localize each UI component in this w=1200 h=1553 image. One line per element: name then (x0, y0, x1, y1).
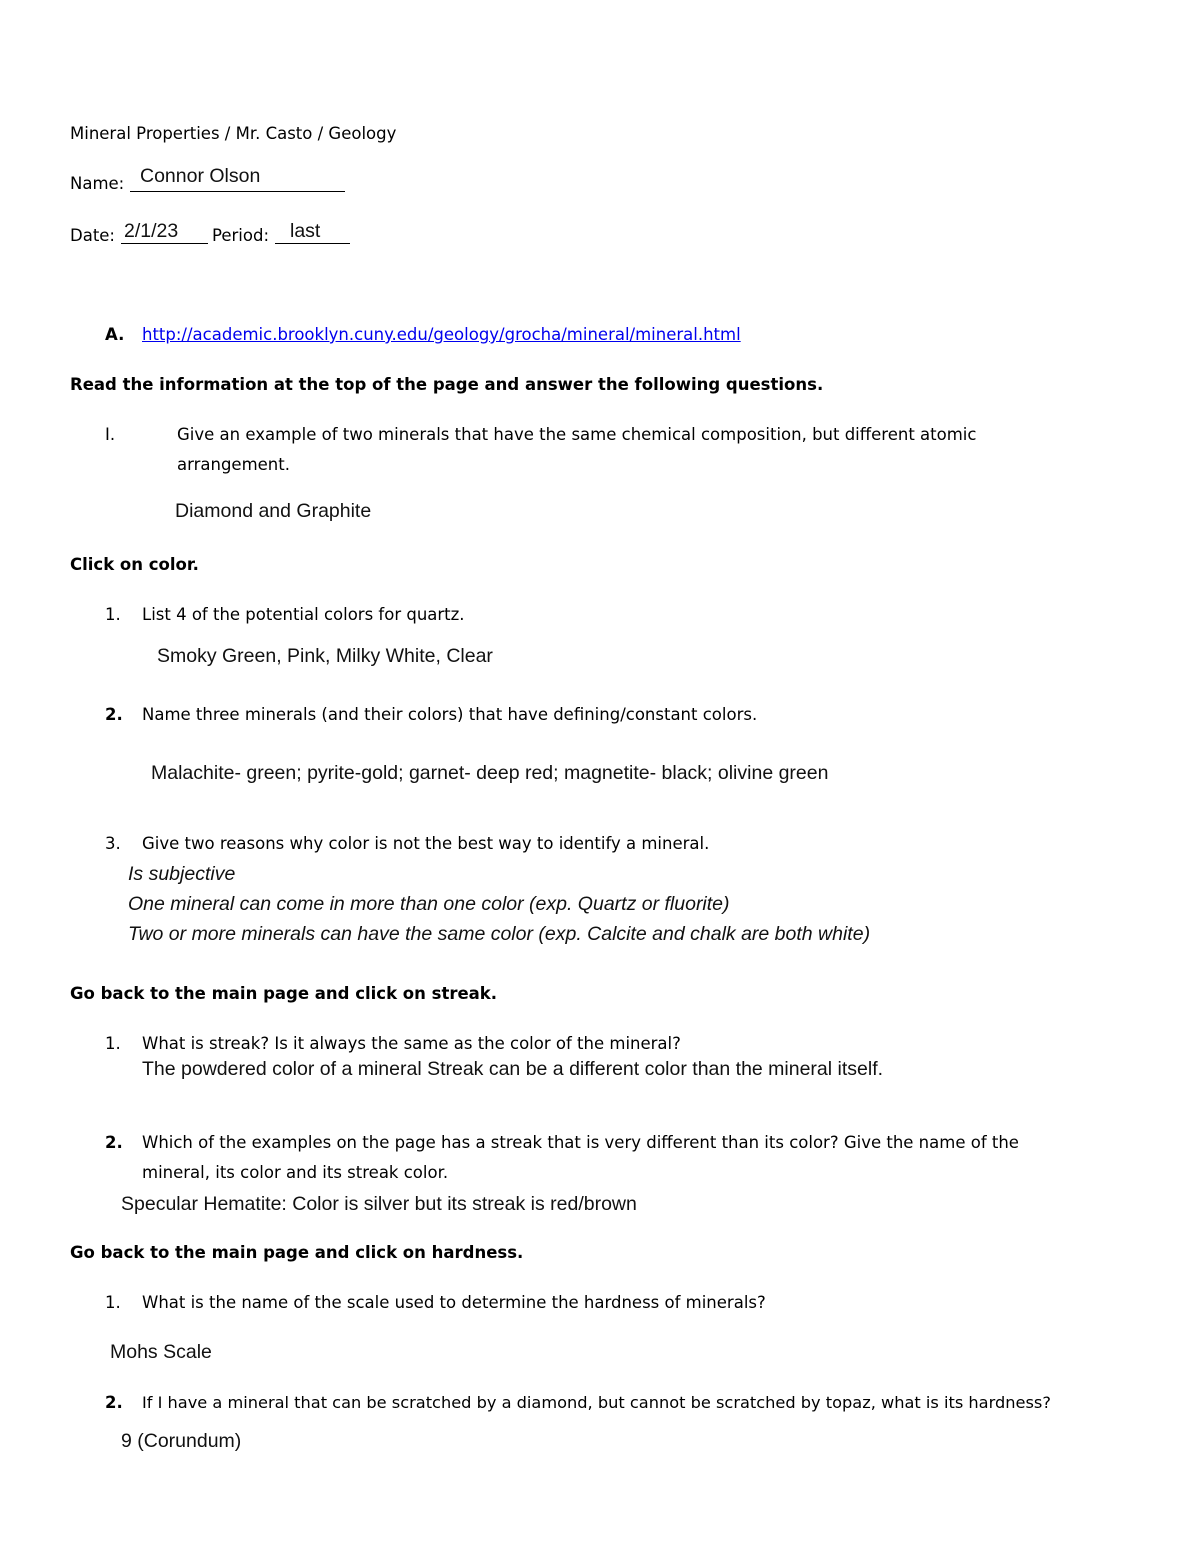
answer-text: Smoky Green, Pink, Milky White, Clear (157, 645, 493, 667)
answer-text: Mohs Scale (110, 1341, 212, 1363)
question-marker: 2. (105, 1133, 123, 1152)
question-text: List 4 of the potential colors for quartz. (142, 605, 465, 624)
question-text: mineral, its color and its streak color. (142, 1163, 449, 1182)
question-marker: 1. (105, 605, 121, 624)
question-text: Name three minerals (and their colors) that have defining/constant colors. (142, 705, 758, 724)
question-text: What is the name of the scale used to determine the hardness of minerals? (142, 1293, 766, 1312)
question-marker: 2. (105, 705, 123, 724)
section-heading: Go back to the main page and click on streak. (70, 984, 498, 1003)
section-heading: Go back to the main page and click on hardness. (70, 1243, 524, 1262)
answer-text: One mineral can come in more than one color (exp. Quartz or fluorite) (128, 893, 730, 915)
intro-instruction: Read the information at the top of the page and answer the following questions. (70, 375, 824, 394)
question-text: If I have a mineral that can be scratched by a diamond, but cannot be scratched by topaz, what is its hardness? (142, 1393, 1051, 1412)
section-a-marker: A. (105, 325, 125, 344)
answer-text: Diamond and Graphite (175, 500, 372, 522)
answer-text: Is subjective (128, 863, 236, 885)
date-blank (121, 243, 208, 244)
question-marker: 1. (105, 1293, 121, 1312)
date-label: Date: (70, 226, 115, 245)
question-marker: 2. (105, 1393, 123, 1412)
reference-link[interactable]: http://academic.brooklyn.cuny.edu/geology/grocha/mineral/mineral.html (142, 325, 741, 344)
answer-text: The powdered color of a mineral Streak can be a different color than the mineral itself. (142, 1058, 884, 1080)
worksheet-title: Mineral Properties / Mr. Casto / Geology (70, 124, 397, 143)
period-blank (275, 243, 350, 244)
date-answer: 2/1/23 (124, 220, 179, 242)
question-marker: 1. (105, 1034, 121, 1053)
question-text: Give two reasons why color is not the best way to identify a mineral. (142, 834, 710, 853)
question-marker: I. (105, 425, 116, 444)
answer-text: Two or more minerals can have the same color (exp. Calcite and chalk are both white) (128, 923, 871, 945)
question-text: Which of the examples on the page has a streak that is very different than its color? Give the name of the (142, 1133, 1019, 1152)
answer-text: Malachite- green; pyrite-gold; garnet- deep red; magnetite- black; olivine green (151, 762, 829, 784)
answer-text: Specular Hematite: Color is silver but its streak is red/brown (121, 1193, 637, 1215)
section-heading: Click on color. (70, 555, 199, 574)
question-marker: 3. (105, 834, 121, 853)
name-label: Name: (70, 174, 125, 193)
period-label: Period: (212, 226, 270, 245)
period-answer: last (290, 220, 321, 242)
name-answer: Connor Olson (140, 165, 261, 187)
question-text: What is streak? Is it always the same as the color of the mineral? (142, 1034, 681, 1053)
answer-text: 9 (Corundum) (121, 1430, 242, 1452)
question-text: Give an example of two minerals that have the same chemical composition, but different atomic (177, 425, 977, 444)
name-blank (130, 191, 345, 192)
question-text: arrangement. (177, 455, 290, 474)
